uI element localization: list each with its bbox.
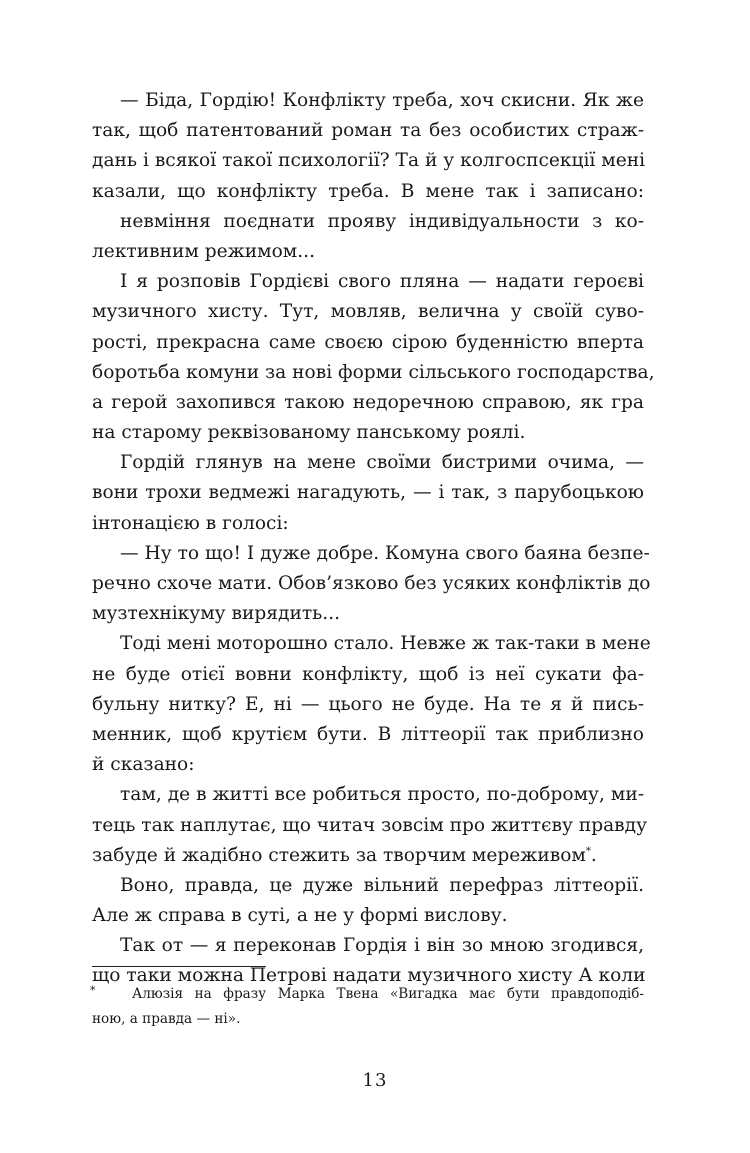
text-line-content: музичного хисту. Тут, мовляв, велична у своїй суво- xyxy=(92,301,644,323)
text-line-content: І я розповів Гордієві свого пляна — надати героєві xyxy=(120,271,644,293)
text-line xyxy=(92,297,644,327)
text-line xyxy=(92,418,644,448)
text-line xyxy=(92,146,644,176)
text-line-content: Воно, правда, це дуже вільний перефраз літтеорії. xyxy=(120,874,644,896)
text-line xyxy=(92,237,644,267)
page-number: 13 xyxy=(362,1070,388,1091)
text-line xyxy=(92,177,644,207)
text-line xyxy=(92,780,644,810)
text-line xyxy=(92,116,644,146)
text-line-content: вони трохи ведмежі нагадують, — і так, з парубоцькою xyxy=(92,482,644,504)
text-line-content: не буде отієї вовни конфлікту, щоб із неї сукати фа- xyxy=(92,663,644,685)
text-line-content: а герой захопився такою недоречною справою, як гра xyxy=(92,391,644,413)
text-line xyxy=(92,660,644,690)
footnote-line: Алюзія на фразу Марка Твена «Вигадка має бути правдоподіб- xyxy=(132,986,644,1002)
footnote-reference[interactable]: * xyxy=(585,845,591,857)
text-line-content: що таки можна Петрові надати музичного хисту А коли xyxy=(92,965,646,987)
text-line-content: рості, прекрасна саме своєю сірою буденністю вперта xyxy=(92,331,644,353)
text-line-content: бульну нитку? Е, ні — цього не буде. На те я й пись- xyxy=(92,693,644,715)
text-line xyxy=(92,901,644,931)
text-line xyxy=(92,328,644,358)
text-line-content: Так от — я переконав Гордія і він зо мною згодився, xyxy=(120,935,644,957)
text-line-content: Тоді мені моторошно стало. Невже ж так-таки в мене xyxy=(120,633,651,655)
text-line-content: боротьба комуни за нові форми сільського господарства, xyxy=(92,361,655,383)
text-line-content: на старому реквізованому панському роялі. xyxy=(92,422,526,444)
text-line: забуде й жадібно стежить за творчим мереживом*. xyxy=(92,844,597,866)
text-line-content: менник, щоб крутієм бути. В літтеорії так приблизно xyxy=(92,723,644,745)
text-line xyxy=(92,358,655,388)
text-line-content: лективним режимом... xyxy=(92,240,315,262)
text-line-content: музтехнікуму вирядить... xyxy=(92,603,341,625)
text-line-content: речно схоче мати. Обов’язково без усяких конфліктів до xyxy=(92,573,651,594)
text-line-content: — Біда, Гордію! Конфлікту треба, хоч скисни. Як же xyxy=(120,90,644,111)
footnote xyxy=(92,982,644,1032)
text-line xyxy=(92,539,650,569)
text-line-content: забуде й жадібно стежить за творчим мереживом xyxy=(92,844,586,866)
text-line xyxy=(92,811,648,841)
text-line xyxy=(92,388,644,418)
text-line xyxy=(92,629,651,659)
text-line-content: інтонацією в голосі: xyxy=(92,512,289,534)
footnote-divider xyxy=(92,966,266,967)
text-line-content: казали, що конфлікту треба. В мене так і записано: xyxy=(92,180,644,202)
text-line xyxy=(92,207,644,237)
text-line xyxy=(92,750,644,780)
body-text xyxy=(92,86,655,992)
text-line xyxy=(92,931,644,961)
text-line xyxy=(92,690,644,720)
text-line-content: дань і всякої такої психології? Та й у колгоспсекції мені xyxy=(92,150,646,172)
text-line-content: так, щоб патентований роман та без особистих страж- xyxy=(92,120,644,142)
text-line-content: Гордій глянув на мене своїми бистрими очима, — xyxy=(120,452,644,474)
text-line xyxy=(92,448,644,478)
footnote-line: ною, а правда — ні». xyxy=(92,1011,241,1027)
text-line xyxy=(92,267,644,297)
text-line-content: там, де в житті все робиться просто, по-доброму, ми- xyxy=(120,784,644,806)
text-line-content: невміння поєднати прояву індивідуальности з ко- xyxy=(120,210,644,232)
text-line xyxy=(92,478,644,508)
text-line xyxy=(92,871,644,901)
text-line xyxy=(92,86,644,116)
text-line xyxy=(92,599,644,629)
text-line xyxy=(92,569,651,599)
text-line-content: тець так наплутає, що читач зовсім про життєву правду xyxy=(92,814,648,836)
text-line xyxy=(92,720,644,750)
text-line-content: — Ну то що! І дуже добре. Комуна свого баяна безпе- xyxy=(120,542,650,564)
text-line xyxy=(92,509,644,539)
text-line-content: й сказано: xyxy=(92,754,195,776)
footnote-mark: * xyxy=(90,984,96,997)
text-line-content: Але ж справа в суті, а не у формі вислову. xyxy=(92,905,508,927)
